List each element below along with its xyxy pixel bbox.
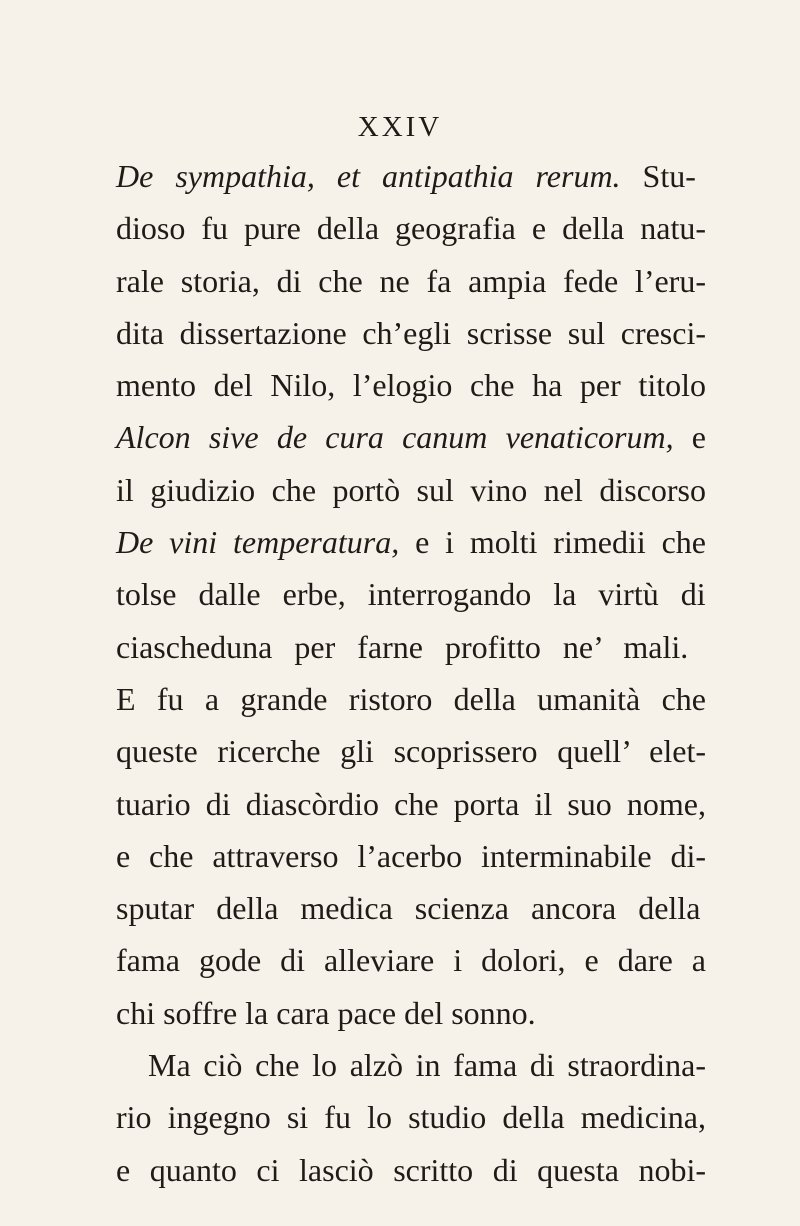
italic-text-run: De sympathia, et antipathia rerum. [116,158,621,194]
text-line [116,987,706,1039]
text-run: tolse dalle erbe, interrogando la virtù di [116,576,706,613]
italic-text-run: De vini temperatura, [116,524,400,561]
text-line [116,150,706,202]
text-run: tuario di diascòrdio che porta il suo nome, [116,785,706,822]
text-run: E fu a grande ristoro della umanità che [116,680,706,717]
text-line [116,307,706,359]
text-line [116,516,706,568]
text-run: e che attraverso l’acerbo interminabile di- [116,837,706,874]
text-run: dioso fu pure della geografia e della natu- [116,210,706,247]
text-line [116,830,706,882]
text-run: il giudizio che portò sul vino nel discorso [116,471,707,508]
text-line [116,202,706,254]
text-line [116,934,706,986]
text-line [116,882,706,934]
text-line [116,1091,706,1143]
page-number: XXIV [357,111,443,143]
text-line [116,1039,706,1091]
text-line [116,621,706,673]
text-line [116,568,706,620]
text-run: e i molti rimedii che [399,524,706,561]
text-run: rale storia, di che ne fa ampia fede l’eru- [116,262,706,299]
body-text [116,150,706,1196]
text-run: sputar della medica scienza ancora della [116,890,701,927]
text-run: mento del Nilo, l’elogio che ha per titolo [116,367,706,404]
text-run: ciascheduna per farne profitto ne’ mali. [116,628,689,665]
text-run: rio ingegno si fu lo studio della medicina, [116,1099,706,1136]
text-line [116,411,706,463]
text-line [116,255,706,307]
text-run: e [673,419,707,456]
text-run: dita dissertazione ch’egli scrisse sul cresci- [116,314,707,351]
text-run: fama gode di alleviare i dolori, e dare a [116,942,707,979]
text-run: e quanto ci lasciò scritto di questa nobi- [116,1151,706,1188]
text-run: chi soffre la cara pace del sonno. [116,994,536,1031]
italic-text-run: Alcon sive de cura canum venaticorum, [116,419,674,456]
text-run: queste ricerche gli scoprissero quell’ elet- [116,733,706,770]
text-line [116,778,706,830]
text-line [116,673,706,725]
text-run: Ma ciò che lo alzò in fama di straordina- [148,1047,706,1084]
text-line [116,725,706,777]
text-line [116,359,706,411]
text-line [116,464,706,516]
text-line [116,1144,706,1196]
text-run: Stu- [620,158,696,194]
